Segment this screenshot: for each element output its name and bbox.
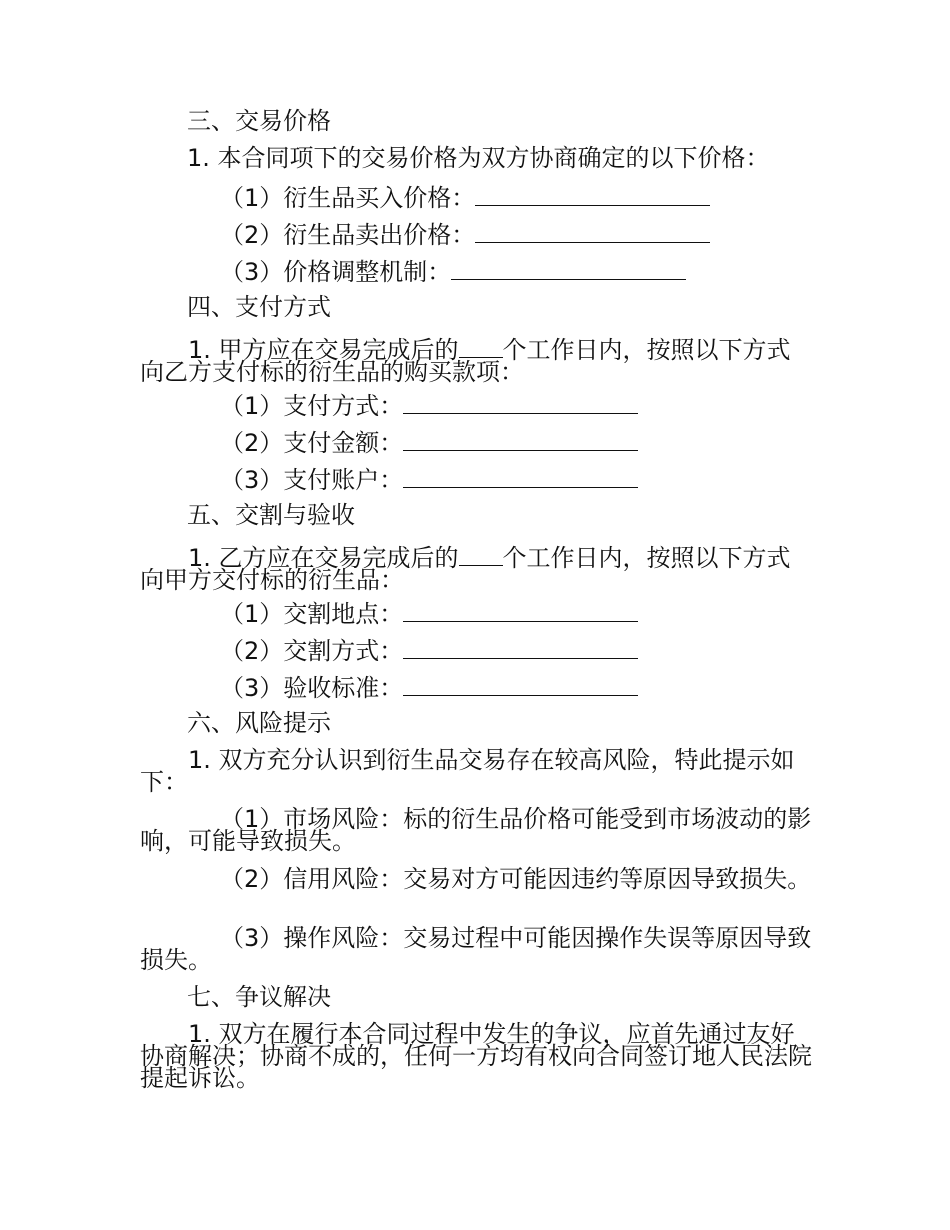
section-6-item-3 (140, 924, 812, 974)
fill-in-blank (451, 255, 686, 280)
fill-in-blank (403, 389, 638, 414)
section-7-heading: 七、争议解决 (187, 983, 331, 1011)
section-3-heading: 三、交易价格 (187, 107, 331, 135)
section-3-item-1 (220, 181, 710, 213)
section-6-heading: 六、风险提示 (187, 709, 331, 737)
paragraph-text-start: 1. 乙方应在交易完成后的 (188, 544, 459, 572)
section-5-item-2 (220, 634, 638, 666)
section-4-item-3 (220, 463, 638, 495)
section-4-item-1 (220, 389, 638, 421)
paragraph-text: 1. 双方在履行本合同过程中发生的争议，应首先通过友好协商解决；协商不成的，任何一方均有权向合同签订地人民法院提起诉讼。 (140, 1020, 812, 1092)
item-label: （3）验收标准： (220, 674, 404, 702)
fill-in-blank (403, 463, 638, 488)
fill-in-blank (459, 333, 503, 358)
fill-in-blank (403, 597, 638, 622)
item-label: （2）支付金额： (220, 429, 404, 457)
section-4-paragraph-1 (140, 333, 812, 386)
item-label: （2）交割方式： (220, 637, 404, 665)
paragraph-text-start: 1. 甲方应在交易完成后的 (188, 336, 459, 364)
fill-in-blank (475, 181, 710, 206)
paragraph-text: 1. 双方充分认识到衍生品交易存在较高风险，特此提示如下： (140, 746, 795, 796)
paragraph-text-end: 个工作日内，按照以下方式向甲方交付标的衍生品： (140, 544, 791, 594)
fill-in-blank (475, 218, 710, 243)
item-label: （2）衍生品卖出价格： (220, 221, 476, 249)
paragraph-text-end: 个工作日内，按照以下方式向乙方支付标的衍生品的购买款项： (140, 336, 791, 386)
item-label: （1）交割地点： (220, 600, 404, 628)
section-5-item-1 (220, 597, 638, 629)
fill-in-blank (459, 541, 503, 566)
fill-in-blank (403, 671, 638, 696)
item-label: （3）支付账户： (220, 466, 404, 494)
section-6-paragraph-1 (140, 746, 812, 796)
fill-in-blank (403, 634, 638, 659)
section-5-item-3 (220, 671, 638, 703)
item-text: （2）信用风险：交易对方可能因违约等原因导致损失。 (220, 865, 812, 893)
section-4-item-2 (220, 426, 638, 458)
item-text: （3）操作风险：交易过程中可能因操作失误等原因导致损失。 (140, 924, 812, 974)
section-3-item-2 (220, 218, 710, 250)
section-4-heading: 四、支付方式 (187, 293, 331, 321)
section-6-item-1 (140, 805, 812, 855)
item-text: （1）市场风险：标的衍生品价格可能受到市场波动的影响，可能导致损失。 (140, 805, 812, 855)
item-label: （1）衍生品买入价格： (220, 184, 476, 212)
item-label: （1）支付方式： (220, 392, 404, 420)
fill-in-blank (403, 426, 638, 451)
section-6-item-2 (140, 865, 812, 893)
section-3-paragraph-1: 1. 本合同项下的交易价格为双方协商确定的以下价格： (187, 144, 770, 172)
item-label: （3）价格调整机制： (220, 258, 452, 286)
section-5-heading: 五、交割与验收 (187, 501, 355, 529)
section-7-paragraph-1 (140, 1020, 812, 1092)
section-3-item-3 (220, 255, 686, 287)
section-5-paragraph-1 (140, 541, 812, 594)
